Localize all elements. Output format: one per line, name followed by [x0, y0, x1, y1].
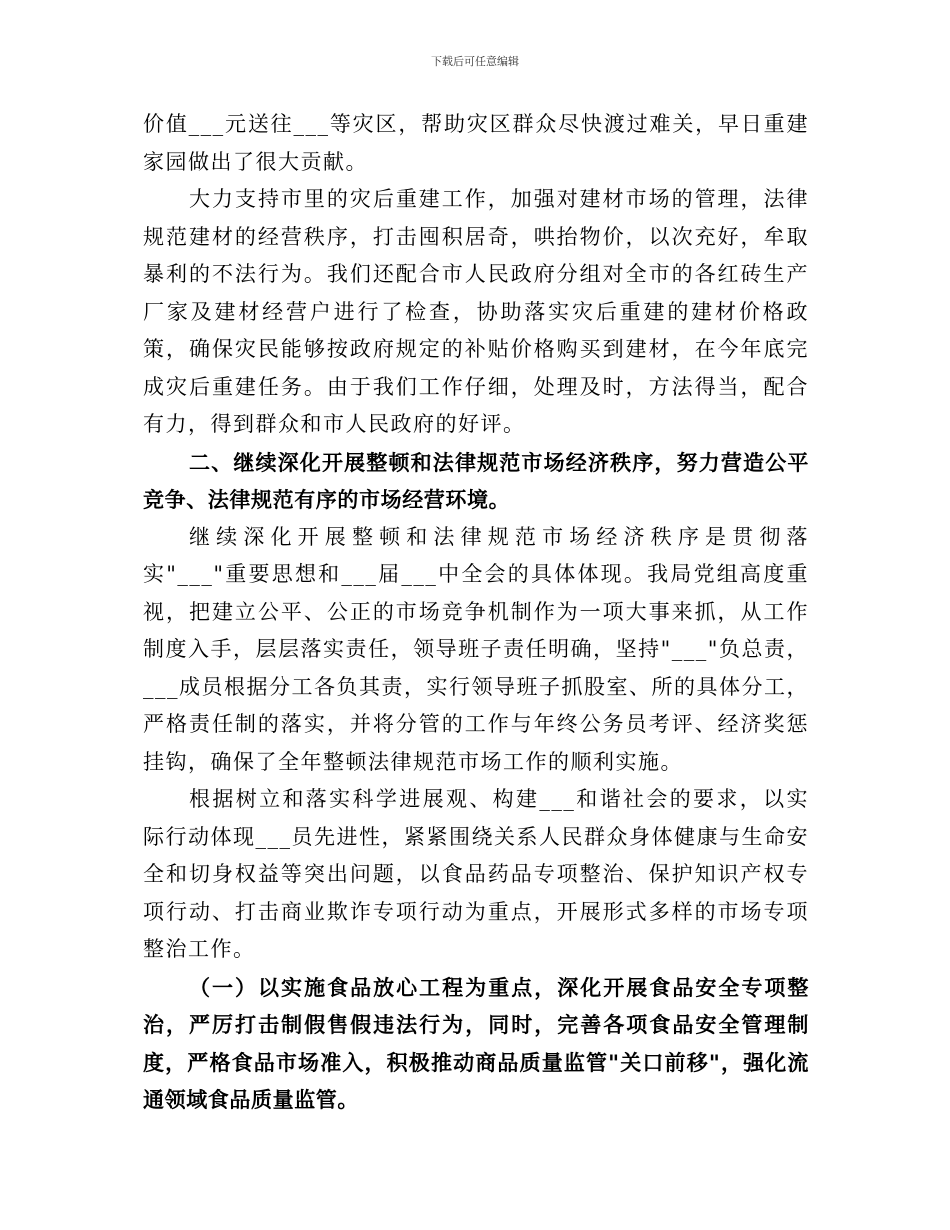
paragraph-1: 价值___元送往___等灾区，帮助灾区群众尽快渡过难关，早日重建家园做出了很大贡献。	[143, 112, 809, 174]
page-header: 下载后可任意编辑	[431, 55, 519, 68]
section-heading-2: 二、继续深化开展整顿和法律规范市场经济秩序，努力营造公平竞争、法律规范有序的市场经营环境。	[143, 449, 809, 512]
subsection-heading-1: （一）以实施食品放心工程为重点，深化开展食品安全专项整治，严厉打击制假售假违法行为，同时，完善各项食品安全管理制度，严格食品市场准入，积极推动商品质量监管"关口前移"，强化流通领域食品质量监管。	[143, 974, 809, 1112]
paragraph-2: 大力支持市里的灾后重建工作，加强对建材市场的管理，法律规范建材的经营秩序，打击囤积居奇，哄抬物价，以次充好，牟取暴利的不法行为。我们还配合市人民政府分组对全市的各红砖生产厂家及建材经营户进行了检查，协助落实灾后重建的建材价格政策，确保灾民能够按政府规定的补贴价格购买到建材，在今年底完成灾后重建任务。由于我们工作仔细，处理及时，方法得当，配合有力，得到群众和市人民政府的好评。	[143, 187, 809, 436]
paragraph-3: 继续深化开展整顿和法律规范市场经济秩序是贯彻落实"___"重要思想和___届___中全会的具体体现。我局党组高度重视，把建立公平、公正的市场竞争机制作为一项大事来抓，从工作制度入手，层层落实责任，领导班子责任明确，坚持"___"负总责，___成员根据分工各负其责，实行领导班子抓股室、所的具体分工，严格责任制的落实，并将分管的工作与年终公务员考评、经济奖惩挂钩，确保了全年整顿法律规范市场工作的顺利实施。	[143, 524, 809, 774]
document-body	[143, 106, 809, 1119]
paragraph-4: 根据树立和落实科学进展观、构建___和谐社会的要求，以实际行动体现___员先进性，紧紧围绕关系人民群众身体健康与生命安全和切身权益等突出问题，以食品药品专项整治、保护知识产权专项行动、打击商业欺诈专项行动为重点，开展形式多样的市场专项整治工作。	[143, 787, 809, 961]
